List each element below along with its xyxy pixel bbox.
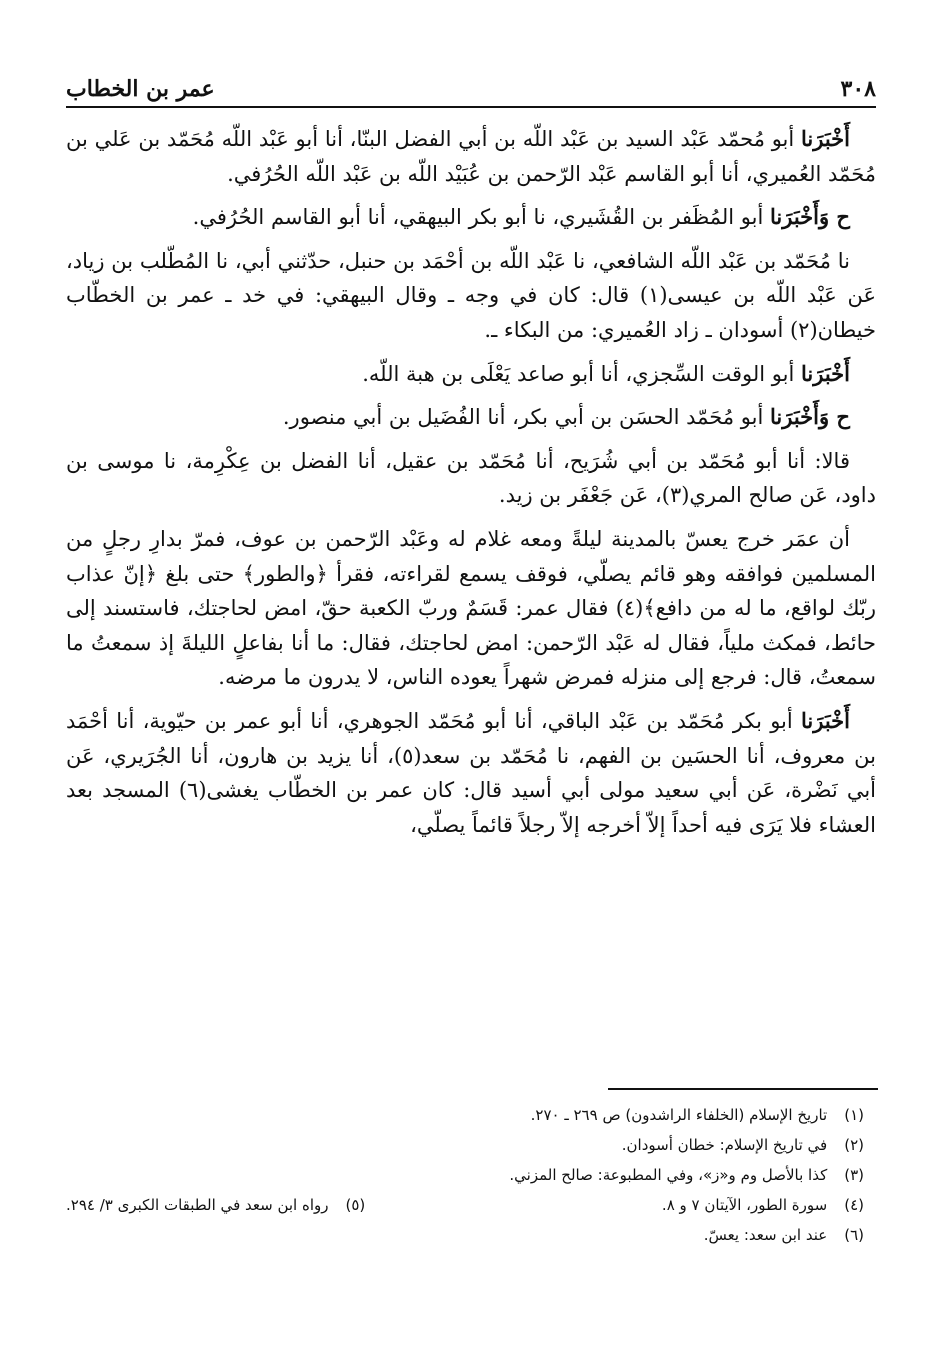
paragraph-text: أبو المُظَفر بن القُشَيري، نا أبو بكر البيهقي، أنا أبو القاسم الحُرُفي. xyxy=(192,205,770,230)
footnote-text: سورة الطور، الآيتان ٧ و ٨. xyxy=(661,1196,828,1214)
paragraph-lead: أَخْبَرَنا xyxy=(801,707,850,733)
paragraph-text: أبو بكر مُحَمّد بن عَبْد الباقي، أنا أبو مُحَمّد الجوهري، أنا أبو عمر بن حيّوية، أنا أحْمَد بن معروف، أنا الحسَين بن الفهم، نا مُحَمّد بن سعد(٥)، أنا يزيد بن هارون، أنا الجُرَيري، عَن أبي نَضْرة، عَن أبي سعيد مولى أبي أسيد قال: كان عمر بن الخطّاب يغشى(٦) المسجد بعد العشاء فلا يَرَى فيه أحداً إلاّ أخرجه إلاّ رجلاً قائماً يصلّي، xyxy=(66,708,877,837)
paragraph-text: أبو مُحَمّد الحسَن بن أبي بكر، أنا الفُضَيل بن أبي منصور. xyxy=(282,405,770,430)
footnote-text: في تاريخ الإسلام: خطان أسودان. xyxy=(621,1136,828,1154)
page-header xyxy=(66,68,876,108)
paragraph xyxy=(66,357,876,392)
main-text xyxy=(66,122,876,851)
footnote-divider xyxy=(608,1088,878,1090)
paragraph xyxy=(66,444,876,513)
footnote-text: رواه ابن سعد في الطبقات الكبرى ٣/ ٢٩٤. xyxy=(66,1196,329,1214)
footnote-number: (٢) xyxy=(844,1136,864,1154)
paragraph-lead: ح وَأَخْبَرَنا xyxy=(770,404,850,430)
paragraph xyxy=(66,200,876,235)
footnote xyxy=(662,1190,864,1220)
footnote-number: (٥) xyxy=(345,1196,366,1214)
paragraph-text: أبو الوقت السِّجزي، أنا أبو صاعد يَعْلَى بن هبة اللّه. xyxy=(362,361,802,386)
paragraph xyxy=(66,522,876,695)
paragraph-text: قالا: أنا أبو مُحَمّد بن أبي شُرَيح، أنا مُحَمّد بن عقيل، أنا الفضل بن عِكْرِمة، نا موسى بن داود، عَن صالح المري(٣)، عَن جَعْفَر بن زيد. xyxy=(66,448,876,508)
paragraph-lead: أَخْبَرَنا xyxy=(801,360,850,386)
page-number: ٣٠٨ xyxy=(840,76,876,102)
footnote xyxy=(66,1160,864,1190)
footnote xyxy=(66,1190,365,1220)
footnotes xyxy=(66,1100,864,1250)
paragraph-text: أبو مُحمّد عَبْد السيد بن عَبْد اللّه بن أبي الفضل البنّا، أنا أبو عَبْد اللّه مُحَمّد بن عَلي بن مُحَمّد العُميري، أنا أبو القاسم عَبْد الرّحمن بن عُبَيْد اللّه بن عَبْد اللّه الحُرُفي. xyxy=(66,127,876,186)
paragraph-text: نا مُحَمّد بن عَبْد اللّه الشافعي، نا عَبْد اللّه بن أحْمَد بن حنبل، حدّثني أبي، نا المُطّلب بن زياد، عَن عَبْد اللّه بن عيسى(١) قال: كان في وجه ـ وقال البيهقي: في خد ـ عمر بن الخطّاب خيطان(٢) أسودان ـ زاد العُميري: من البكاء ـ. xyxy=(66,248,876,342)
footnote-number: (٦) xyxy=(844,1226,864,1244)
paragraph-lead: أَخْبَرَنا xyxy=(801,126,850,151)
paragraph xyxy=(66,400,876,435)
paragraph-lead: ح وَأَخْبَرَنا xyxy=(770,204,850,230)
paragraph xyxy=(66,704,876,842)
footnote xyxy=(66,1100,864,1130)
footnote-row xyxy=(66,1190,864,1220)
paragraph-text: أن عمَر خرج يعسّ بالمدينة ليلةً ومعه غلام له وعَبْد الرّحمن بن عوف، فمرّ بدارِ رجلٍ من المسلمين فوافقه وهو قائم يصلّي، فوقف يسمع لقراءته، فقرأ ﴿والطور﴾ حتى بلغ ﴿إنّ عذاب ربّك لواقع، ما له من دافع﴾(٤) فقال عمر: قَسَمٌ وربّ الكعبة حقّ، امض لحاجتك، فاستسند إلى حائط، فمكث ملياً، فقال له عَبْد الرّحمن: امض لحاجتك، فقال: ما أنا بفاعلٍ الليلةَ إذ سمعتُ ما سمعتُ، قال: فرجع إلى منزله فمرض شهراً يعوده الناس، لا يدرون ما مرضه. xyxy=(66,526,876,690)
footnote xyxy=(66,1130,864,1160)
paragraph xyxy=(66,122,876,191)
footnote-number: (١) xyxy=(844,1106,864,1124)
running-title: عمر بن الخطاب xyxy=(66,76,215,102)
footnote-text: كذا بالأصل وم و«ز»، وفي المطبوعة: صالح المزني. xyxy=(509,1166,828,1184)
paragraph xyxy=(66,244,876,348)
footnote-text: تاريخ الإسلام (الخلفاء الراشدون) ص ٢٦٩ ـ ٢٧٠. xyxy=(530,1106,828,1124)
footnote-number: (٣) xyxy=(844,1166,864,1184)
footnote xyxy=(66,1220,864,1250)
footnote-number: (٤) xyxy=(844,1196,864,1214)
footnote-text: عند ابن سعد: يعسّ. xyxy=(703,1226,828,1244)
